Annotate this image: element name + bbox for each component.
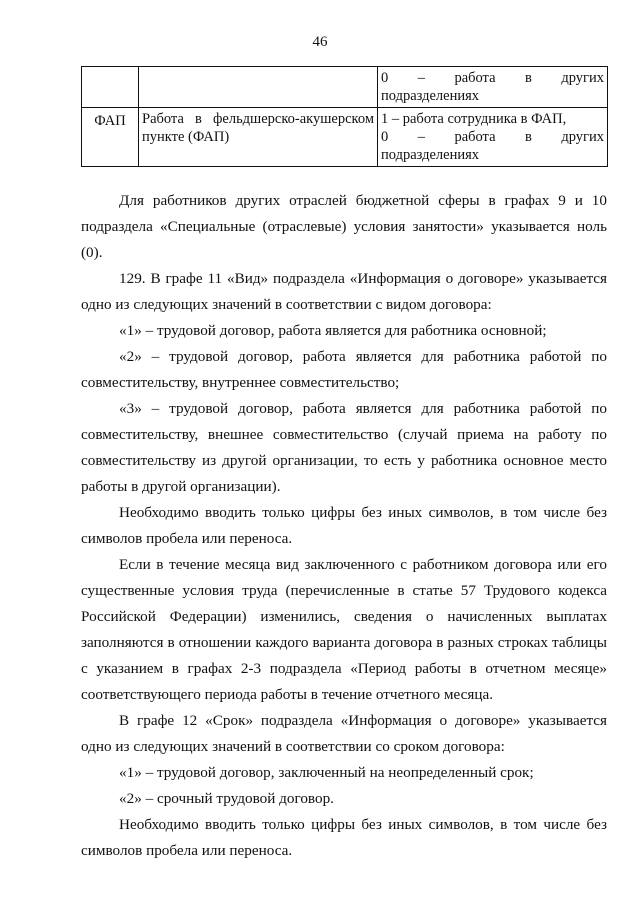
value-line-tail: подразделениях xyxy=(381,88,480,104)
list-item: «1» – трудовой договор, заключенный на неопределенный срок; xyxy=(119,764,534,781)
paragraph: 129. В графе 11 «Вид» подраздела «Информация о договоре» указывается одно из следующих значений в соответствии с видом договора: xyxy=(81,270,607,313)
values-cell xyxy=(378,108,608,167)
table-row xyxy=(82,108,608,167)
codes-table xyxy=(81,66,608,167)
body-text xyxy=(81,188,607,864)
name-cell xyxy=(139,67,378,108)
list-item: «3» – трудовой договор, работа является для работника работой по совместительству, внешнее совместительство (случай приема на работу по совместительству из другой организации, то есть у работника основное место работы в другой организации). xyxy=(81,400,607,495)
values-cell xyxy=(378,67,608,108)
paragraph: Для работников других отраслей бюджетной сферы в графах 9 и 10 подраздела «Специальные (отраслевые) условия занятости» указывается ноль (0). xyxy=(81,192,607,261)
name-cell: Работа в фельдшерско-акушерском пункте (ФАП) xyxy=(139,108,378,167)
code-cell: ФАП xyxy=(82,108,139,167)
paragraph: Необходимо вводить только цифры без иных символов, в том числе без символов пробела или переноса. xyxy=(81,504,607,547)
value-line: 0 – работа в других xyxy=(381,129,604,145)
paragraph: Необходимо вводить только цифры без иных символов, в том числе без символов пробела или переноса. xyxy=(81,816,607,859)
page-number: 46 xyxy=(312,34,328,50)
paragraph: В графе 12 «Срок» подраздела «Информация о договоре» указывается одно из следующих значений в соответствии со сроком договора: xyxy=(81,712,607,755)
list-item: «2» – срочный трудовой договор. xyxy=(119,790,334,807)
code-cell xyxy=(82,67,139,108)
value-line: 0 – работа в других xyxy=(381,70,604,86)
paragraph: Если в течение месяца вид заключенного с работником договора или его существенные условия труда (перечисленные в статье 57 Трудового кодекса Российской Федерации) изменились, сведения о начисленных выплатах заполняются в отношении каждого варианта договора в разных строках таблицы с указанием в графах 2-3 подраздела «Период работы в отчетном месяце» соответствующего периода работы в течение отчетного месяца. xyxy=(81,556,607,703)
value-line: 1 – работа сотрудника в ФАП, xyxy=(381,111,567,127)
list-item: «1» – трудовой договор, работа является для работника основной; xyxy=(119,322,547,339)
list-item: «2» – трудовой договор, работа является для работника работой по совместительству, внутреннее совместительство; xyxy=(81,348,607,391)
table-row xyxy=(82,67,608,108)
value-line-tail: подразделениях xyxy=(381,147,480,163)
